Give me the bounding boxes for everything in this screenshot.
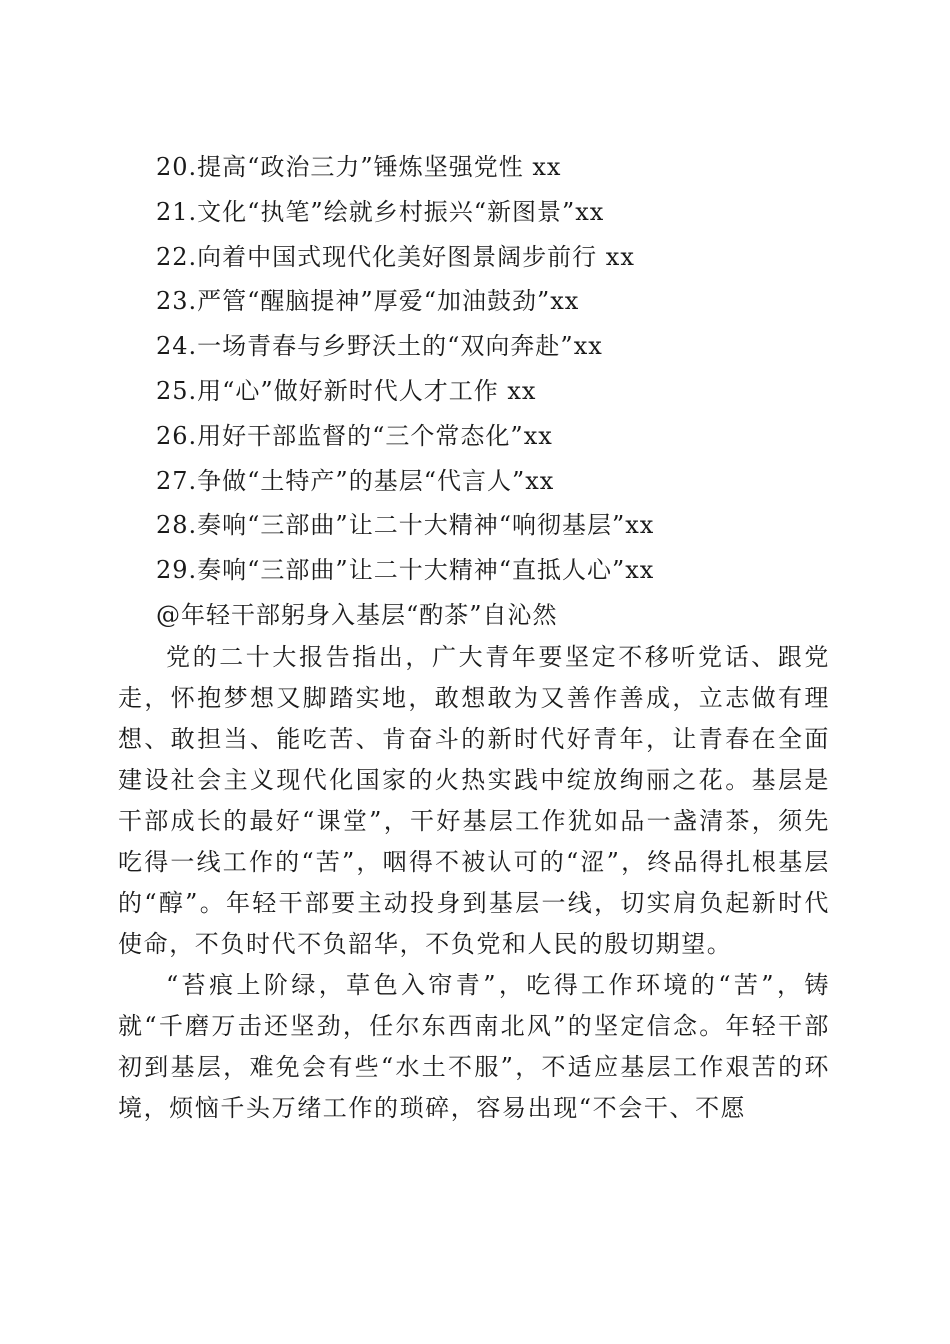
toc-item: 24.一场青春与乡野沃土的“双向奔赴”xx: [156, 332, 603, 361]
toc-item: 27.争做“土特产”的基层“代言人”xx: [156, 466, 555, 495]
article-paragraph: 党的二十大报告指出，广大青年要坚定不移听党话、跟党走，怀抱梦想又脚踏实地，敢想敢为又善作善成，立志做有理想、敢担当、能吃苦、肯奋斗的新时代好青年，让青春在全面建设社会主义现代化国家的火热实践中绽放绚丽之花。基层是干部成长的最好“课堂”，干好基层工作犹如品一盏清茶，须先吃得一线工作的“苦”，咽得不被认可的“涩”，终品得扎根基层的“醇”。年轻干部要主动投身到基层一线，切实肩负起新时代使命，不负时代不负韶华，不负党和人民的殷切期望。: [118, 642, 830, 958]
toc-item: 23.严管“醒脑提神”厚爱“加油鼓劲”xx: [156, 287, 580, 316]
toc-list: [118, 145, 830, 593]
article-title: @年轻干部躬身入基层“酌茶”自沁然: [156, 600, 558, 629]
toc-item: 21.文化“执笔”绘就乡村振兴“新图景”xx: [156, 197, 605, 226]
toc-item: 25.用“心”做好新时代人才工作 xx: [156, 376, 537, 405]
article-paragraph: “苔痕上阶绿，草色入帘青”，吃得工作环境的“苦”，铸就“千磨万击还坚劲，任尔东西南北风”的坚定信念。年轻干部初到基层，难免会有些“水土不服”，不适应基层工作艰苦的环境，烦恼千头万绪工作的琐碎，容易出现“不会干、不愿: [118, 970, 830, 1122]
toc-item: 28.奏响“三部曲”让二十大精神“响彻基层”xx: [156, 511, 655, 540]
document-content: [118, 145, 830, 1129]
toc-item: 29.奏响“三部曲”让二十大精神“直抵人心”xx: [156, 556, 655, 585]
toc-item: 22.向着中国式现代化美好图景阔步前行 xx: [156, 242, 635, 271]
toc-item: 20.提高“政治三力”锤炼坚强党性 xx: [156, 153, 562, 181]
toc-item: 26.用好干部监督的“三个常态化”xx: [156, 421, 553, 450]
